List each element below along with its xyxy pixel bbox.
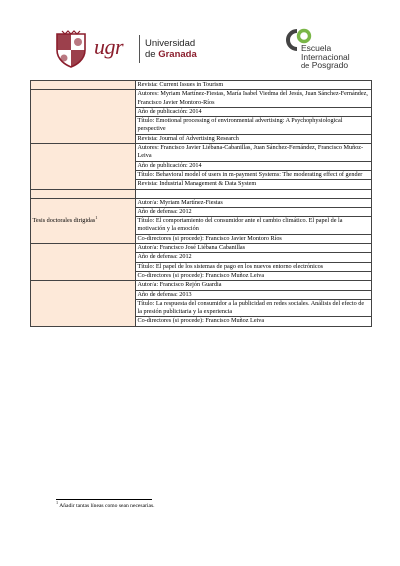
ugr-logo [54, 30, 206, 70]
footnote-divider [56, 499, 152, 500]
entry-line: Revista: Industrial Management & Data System [136, 180, 372, 189]
entry-line: Co-directores (si procede): Francisco Muñoz Leiva [136, 317, 372, 326]
table-row [31, 90, 372, 108]
entry-line: Año de defensa: 2012 [136, 207, 372, 216]
table-row [31, 144, 372, 162]
table-row [31, 198, 372, 207]
egp-line1: Escuela [301, 43, 332, 53]
entry-line: Año de publicación: 2014 [136, 107, 372, 116]
egp-line2: Internacional [301, 51, 350, 62]
section-label-tesis [31, 198, 136, 243]
footnote [56, 500, 155, 509]
entry-line: Autores: Francisco Javier Liébana-Cabanillas, Juan Sánchez-Fernández, Francisco Muñoz-Leiva [136, 144, 372, 162]
logo-divider [139, 35, 140, 63]
table-row [31, 81, 372, 90]
ugr-wordmark: ugr [94, 34, 124, 59]
entry-line: Co-directores (si procede): Francisco Muñoz Leiva [136, 271, 372, 280]
entry-line: Revista: Journal of Advertising Research [136, 134, 372, 143]
entry-line: Título: El comportamiento del consumidor ante el cambio climático. El papel de la motivación y la emoción [136, 217, 372, 235]
entry-line: Revista: Current Issues in Tourism [136, 81, 372, 90]
entry-line: Autor/a: Francisco José Liébana Cabanillas [136, 244, 372, 253]
entry-line: Autores: Myriam Martínez-Fiestas, María Isabel Viedma del Jesús, Juan Sánchez-Fernández, Francisco Javier Montoro-Ríos [136, 90, 372, 108]
entry-line: Título: Behavioral model of users in m-payment Systems: The moderating effect of gender [136, 170, 372, 179]
university-crest-icon [54, 30, 88, 68]
entry-line: Autor/a: Myriam Martínez-Fiestas [136, 198, 372, 207]
egp-posgrado: Posgrado [311, 60, 349, 70]
egp-line3 [301, 61, 350, 71]
entry-line: Título: El papel de los sistemas de pago en los nuevos entorno electrónicos [136, 262, 372, 271]
footnote-mark: 1 [56, 500, 59, 506]
university-name [145, 38, 197, 60]
empty-cell [136, 189, 372, 198]
label-cell [31, 144, 136, 189]
university-name-line1: Universidad [145, 38, 196, 49]
entry-line: Título: Emotional processing of environmental advertising: A Psychophysiological perspective [136, 117, 372, 135]
footnote-ref: 1 [95, 214, 98, 220]
cv-table [30, 80, 372, 327]
label-cell [31, 189, 136, 198]
egp-logo [285, 28, 365, 72]
label-cell [31, 244, 136, 281]
entry-line: Título: La respuesta del consumidor a la publicidad en redes sociales. Análisis del efecto de la presión publicitaria y la experiencia [136, 299, 372, 317]
entry-line: Año de defensa: 2013 [136, 290, 372, 299]
university-name-granada: Granada [158, 49, 197, 60]
label-cell [31, 81, 136, 90]
table-row [31, 189, 372, 198]
egp-name [301, 44, 350, 71]
label-cell [31, 281, 136, 326]
entry-line: Año de publicación: 2014 [136, 161, 372, 170]
page-header [0, 0, 400, 80]
university-name-prefix: de [145, 49, 156, 60]
footnote-text: Añadir tantas líneas como sean necesarias. [59, 503, 155, 509]
section-label-text: Tesis doctorales dirigidas [32, 216, 96, 224]
university-name-line2 [145, 49, 197, 60]
table-row [31, 244, 372, 253]
entry-line: Autor/a: Francisco Rejón Guardia [136, 281, 372, 290]
entry-line: Co-directores (si procede): Francisco Javier Montoro Ríos [136, 234, 372, 243]
egp-prefix: de [301, 61, 310, 70]
table-row [31, 281, 372, 290]
entry-line: Año de defensa: 2012 [136, 253, 372, 262]
label-cell [31, 90, 136, 144]
